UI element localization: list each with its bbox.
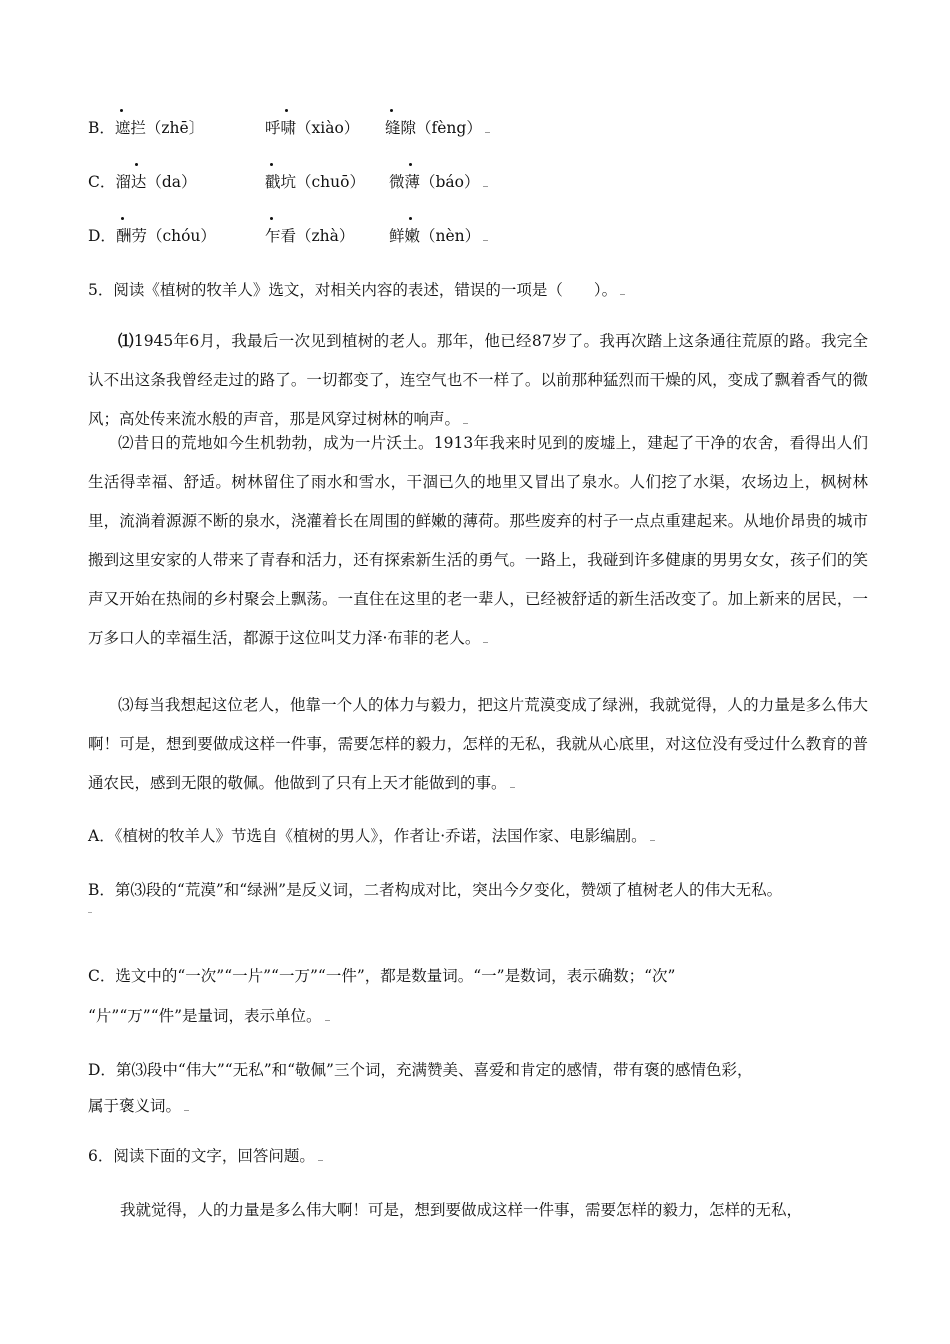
option-a: A．《植树的牧羊人》节选自《植树的男人》，作者让·乔诺，法国作家、电影编剧。 [88, 826, 655, 846]
option-b-word-3: 缝隙（fèng） [385, 118, 490, 138]
word-1: 遮拦（zhē〕 [115, 118, 204, 138]
passage-paragraph-2: ⑵昔日的荒地如今生机勃勃，成为一片沃土。1913年我来时见到的废墟上，建起了干净的农舍，看得出人们生活得幸福、舒适。树林留住了雨水和雪水，干涸已久的地里又冒出了泉水。人们挖了水渠，农场边上，枫树林里，流淌着源源不断的泉水，浇灌着长在周围的鲜嫩的薄荷。那些废弃的村子一点点重建起来。从地价昂贵的城市搬到这里安家的人带来了青春和活力，还有探索新生活的勇气。一路上，我碰到许多健康的男男女女，孩子们的笑声又开始在热闹的乡村聚会上飘荡。一直住在这里的老一辈人，已经被舒适的新生活改变了。加上新来的居民，一万多口人的幸福生活，都源于这位叫艾力泽·布菲的老人。 [88, 434, 868, 647]
word-1: 酬劳（chóu） [116, 226, 216, 246]
option-d-row [88, 226, 216, 246]
paragraph-number: ⑴ [118, 331, 134, 350]
option-d-word-3: 鲜嫩（nèn） [389, 226, 488, 246]
option-c-word-3: 微薄（báo） [389, 172, 488, 192]
option-c-line-2: “片”“万”“件”是量词，表示单位。 [88, 1006, 330, 1026]
option-c-row [88, 172, 197, 192]
paragraph-mark [88, 910, 92, 913]
question-6-text: 我就觉得，人的力量是多么伟大啊！可是，想到要做成这样一件事，需要怎样的毅力，怎样的无私， [120, 1201, 803, 1219]
option-letter: C． [88, 173, 116, 191]
word-1: 溜达（da） [115, 172, 196, 192]
option-letter: B． [88, 119, 115, 137]
option-d-line-1: D．第⑶段中“伟大”“无私”和“敬佩”三个词，充满赞美、喜爱和肯定的感情，带有褒的感情色彩， [88, 1061, 753, 1079]
passage-paragraph-1: ⑴1945年6月，我最后一次见到植树的老人。那年，他已经87岁了。我再次踏上这条通往荒原的路。我完全认不出这条我曾经走过的路了。一切都变了，连空气也不一样了。以前那种猛烈而干燥的风，变成了飘着香气的微风；高处传来流水般的声音，那是风穿过树林的响声。 [88, 331, 868, 428]
question-5-stem: 5．阅读《植树的牧羊人》选文，对相关内容的表述，错误的一项是（ ）。 [88, 280, 625, 300]
option-d-word-2: 乍看（zhà） [265, 226, 354, 246]
option-c-word-2: 戳坑（chuō） [265, 172, 365, 192]
option-b-row [88, 118, 204, 138]
passage-paragraph-3: ⑶每当我想起这位老人，他靠一个人的体力与毅力，把这片荒漠变成了绿洲，我就觉得，人的力量是多么伟大啊！可是，想到要做成这样一件事，需要怎样的毅力，怎样的无私，我就从心底里，对这位没有受过什么教育的普通农民，感到无限的敬佩。他做到了只有上天才能做到的事。 [88, 696, 868, 792]
option-c-line-1: C．选文中的“一次”“一片”“一万”“一件”，都是数量词。“一”是数词，表示确数；“次” [88, 967, 676, 985]
option-b-word-2: 呼啸（xiào） [265, 118, 359, 138]
question-6-stem: 6．阅读下面的文字，回答问题。 [88, 1146, 323, 1166]
option-b: B．第⑶段的“荒漠”和“绿洲”是反义词，二者构成对比，突出今夕变化，赞颂了植树老人的伟大无私。 [88, 881, 783, 899]
option-letter: D． [88, 227, 116, 245]
option-d-line-2: 属于褒义词。 [88, 1096, 189, 1116]
